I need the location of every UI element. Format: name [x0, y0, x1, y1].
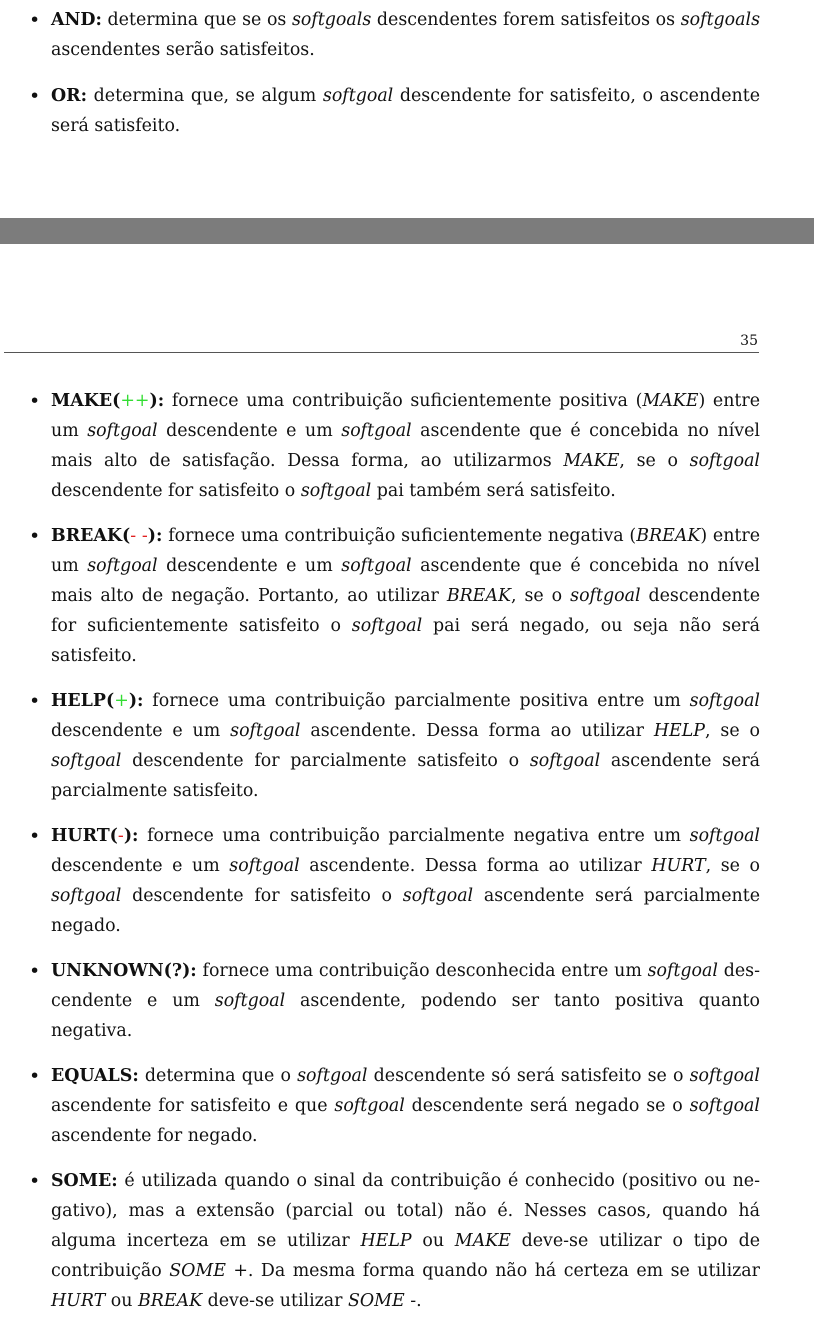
italic-text: BREAK — [636, 526, 701, 546]
italic-text: softgoal — [87, 556, 158, 576]
list-item — [28, 5, 760, 65]
italic-text: HELP — [653, 721, 705, 741]
italic-text: softgoal — [689, 826, 760, 846]
body-text: ) entre um — [51, 526, 760, 576]
italic-text: HELP — [360, 1231, 412, 1251]
body-text: +. Da mesma forma quando não há certeza em se utilizar — [225, 1261, 760, 1281]
body-text: ascendente. Dessa forma ao utilizar — [300, 721, 654, 741]
body-text: , se o — [705, 721, 760, 741]
body-text: fornece uma contribuição desconhecida entre um — [196, 961, 648, 981]
term-part: ++ — [120, 391, 150, 411]
italic-text: softgoal — [87, 421, 158, 441]
term-label — [51, 826, 138, 846]
italic-text: softgoal — [229, 856, 300, 876]
body-text: descendente e um — [157, 556, 342, 576]
italic-text: softgoal — [689, 1096, 760, 1116]
body-text: descendente e um — [51, 721, 231, 741]
term-label — [51, 691, 143, 711]
body-text: , se o — [705, 856, 760, 876]
term-label: AND: — [51, 10, 102, 30]
body-text: deve-se utilizar — [202, 1291, 349, 1311]
term-part: MAKE( — [51, 391, 121, 411]
term-part: HURT( — [51, 826, 118, 846]
body-text: descendente só será satisfeito se o — [367, 1066, 690, 1086]
body-text: ascendentes serão satisfeitos. — [51, 40, 315, 60]
term-part: HELP( — [51, 691, 115, 711]
body-text: , se o — [510, 586, 571, 606]
body-text: ascendente for negado. — [51, 1126, 258, 1146]
list-item — [28, 686, 760, 806]
body-text: descendente será negado se o — [404, 1096, 690, 1116]
body-text: determina que se os — [101, 10, 292, 30]
body-text: ascendente será parcialmente satisfeito. — [51, 751, 761, 801]
body-text: descendente for satisfeito, o ascendente será satisfeito. — [51, 86, 760, 136]
term-part: + — [114, 691, 129, 711]
body-text: -. — [404, 1291, 422, 1311]
term-label — [51, 526, 162, 546]
italic-text: softgoal — [214, 991, 286, 1011]
term-label — [51, 1171, 118, 1191]
body-text: descendente for satisfeito o — [121, 886, 403, 906]
body-text: pai também será satisfeito. — [371, 481, 616, 501]
term-part: UNKNOWN(?): — [51, 961, 197, 981]
bullet-list-contributions — [28, 386, 760, 1331]
body-text: descendente e um — [51, 856, 230, 876]
term-part: ): — [147, 526, 163, 546]
body-text: descendente e um — [51, 961, 760, 1011]
page-number: 35 — [740, 333, 758, 349]
body-text: ascendente for satisfeito e que — [51, 1096, 335, 1116]
italic-text: BREAK — [137, 1291, 203, 1311]
term-part: - - — [130, 526, 148, 546]
italic-text: softgoal — [689, 1066, 760, 1086]
term-label — [51, 391, 164, 411]
body-text: é utilizada quando o sinal da contribuição é conhecido (positivo ou negativo), mas a extensão (parcial ou total) não é. Nesses casos, quando há alguma incerteza em se utilizar — [51, 1171, 760, 1251]
body-text: ascendente que é concebida no nível mais alto de satisfação. Dessa forma, ao utilizarmos — [51, 421, 760, 471]
italic-text: softgoal — [689, 451, 760, 471]
italic-text: softgoal — [351, 616, 423, 636]
italic-text: softgoal — [341, 421, 412, 441]
header-rule — [4, 352, 759, 353]
term-part: EQUALS: — [51, 1066, 139, 1086]
body-text: descendente e um — [157, 421, 342, 441]
term-part: SOME: — [51, 1171, 118, 1191]
page-separator — [0, 218, 814, 244]
body-text: ou — [105, 1291, 138, 1311]
list-item — [28, 956, 760, 1046]
body-text: , se o — [619, 451, 690, 471]
body-text: descendente for satisfeito o — [51, 481, 301, 501]
body-text: fornece uma contribuição parcialmente positiva entre um — [143, 691, 690, 711]
italic-text: softgoal — [230, 721, 301, 741]
body-text: ) entre um — [51, 391, 760, 441]
body-text: ascendente que é concebida no nível mais alto de negação. Portanto, ao utilizar — [51, 556, 760, 606]
term-part: ): — [149, 391, 165, 411]
italic-text: BREAK — [446, 586, 511, 606]
list-item — [28, 386, 760, 506]
term-label — [51, 961, 197, 981]
italic-text: HURT — [651, 856, 706, 876]
body-text: pai será negado, ou seja não será satisfeito. — [51, 616, 760, 666]
body-text: deve-se utilizar o tipo de contribuição — [51, 1231, 760, 1281]
italic-text: softgoals — [291, 10, 372, 30]
body-text: descendente for suficientemente satisfeito o — [51, 586, 760, 636]
term-label — [51, 1066, 139, 1086]
body-text: ascendente, podendo ser tanto positiva quanto negativa. — [51, 991, 760, 1041]
italic-text: MAKE — [642, 391, 699, 411]
italic-text: softgoal — [300, 481, 372, 501]
body-text: determina que o — [138, 1066, 298, 1086]
term-part: ): — [123, 826, 139, 846]
body-text: descendentes forem satisfeitos os — [371, 10, 681, 30]
body-text: fornece uma contribuição suficientemente positiva ( — [164, 391, 643, 411]
italic-text: SOME — [348, 1291, 405, 1311]
body-text: ou — [411, 1231, 455, 1251]
term-label: OR: — [51, 86, 88, 106]
body-text: descendente for parcialmente satisfeito o — [121, 751, 530, 771]
italic-text: softgoal — [402, 886, 474, 906]
list-item — [28, 1061, 760, 1151]
italic-text: softgoal — [322, 86, 394, 106]
body-text: determina que, se algum — [87, 86, 323, 106]
body-text: fornece uma contribuição parcialmente negativa entre um — [138, 826, 690, 846]
italic-text: MAKE — [563, 451, 620, 471]
list-item — [28, 81, 760, 141]
italic-text: softgoal — [529, 751, 601, 771]
italic-text: softgoal — [297, 1066, 368, 1086]
italic-text: softgoals — [680, 10, 761, 30]
italic-text: softgoal — [334, 1096, 405, 1116]
term-part: ): — [128, 691, 144, 711]
list-item — [28, 521, 760, 671]
italic-text: softgoal — [647, 961, 718, 981]
italic-text: softgoal — [51, 751, 122, 771]
term-part: BREAK( — [51, 526, 131, 546]
italic-text: softgoal — [570, 586, 641, 606]
italic-text: softgoal — [689, 691, 760, 711]
list-item — [28, 821, 760, 941]
body-text: fornece uma contribuição suficientemente negativa ( — [162, 526, 637, 546]
italic-text: MAKE — [454, 1231, 511, 1251]
italic-text: HURT — [51, 1291, 106, 1311]
page-35 — [0, 244, 814, 1311]
italic-text: softgoal — [341, 556, 412, 576]
italic-text: SOME — [169, 1261, 226, 1281]
body-text: ascendente será parcialmente negado. — [51, 886, 760, 936]
list-item — [28, 1166, 760, 1316]
bullet-list-top — [28, 5, 760, 157]
body-text: ascendente. Dessa forma ao utilizar — [299, 856, 652, 876]
page-34-bottom — [0, 0, 814, 218]
italic-text: softgoal — [51, 886, 122, 906]
term-part: - — [117, 826, 124, 846]
